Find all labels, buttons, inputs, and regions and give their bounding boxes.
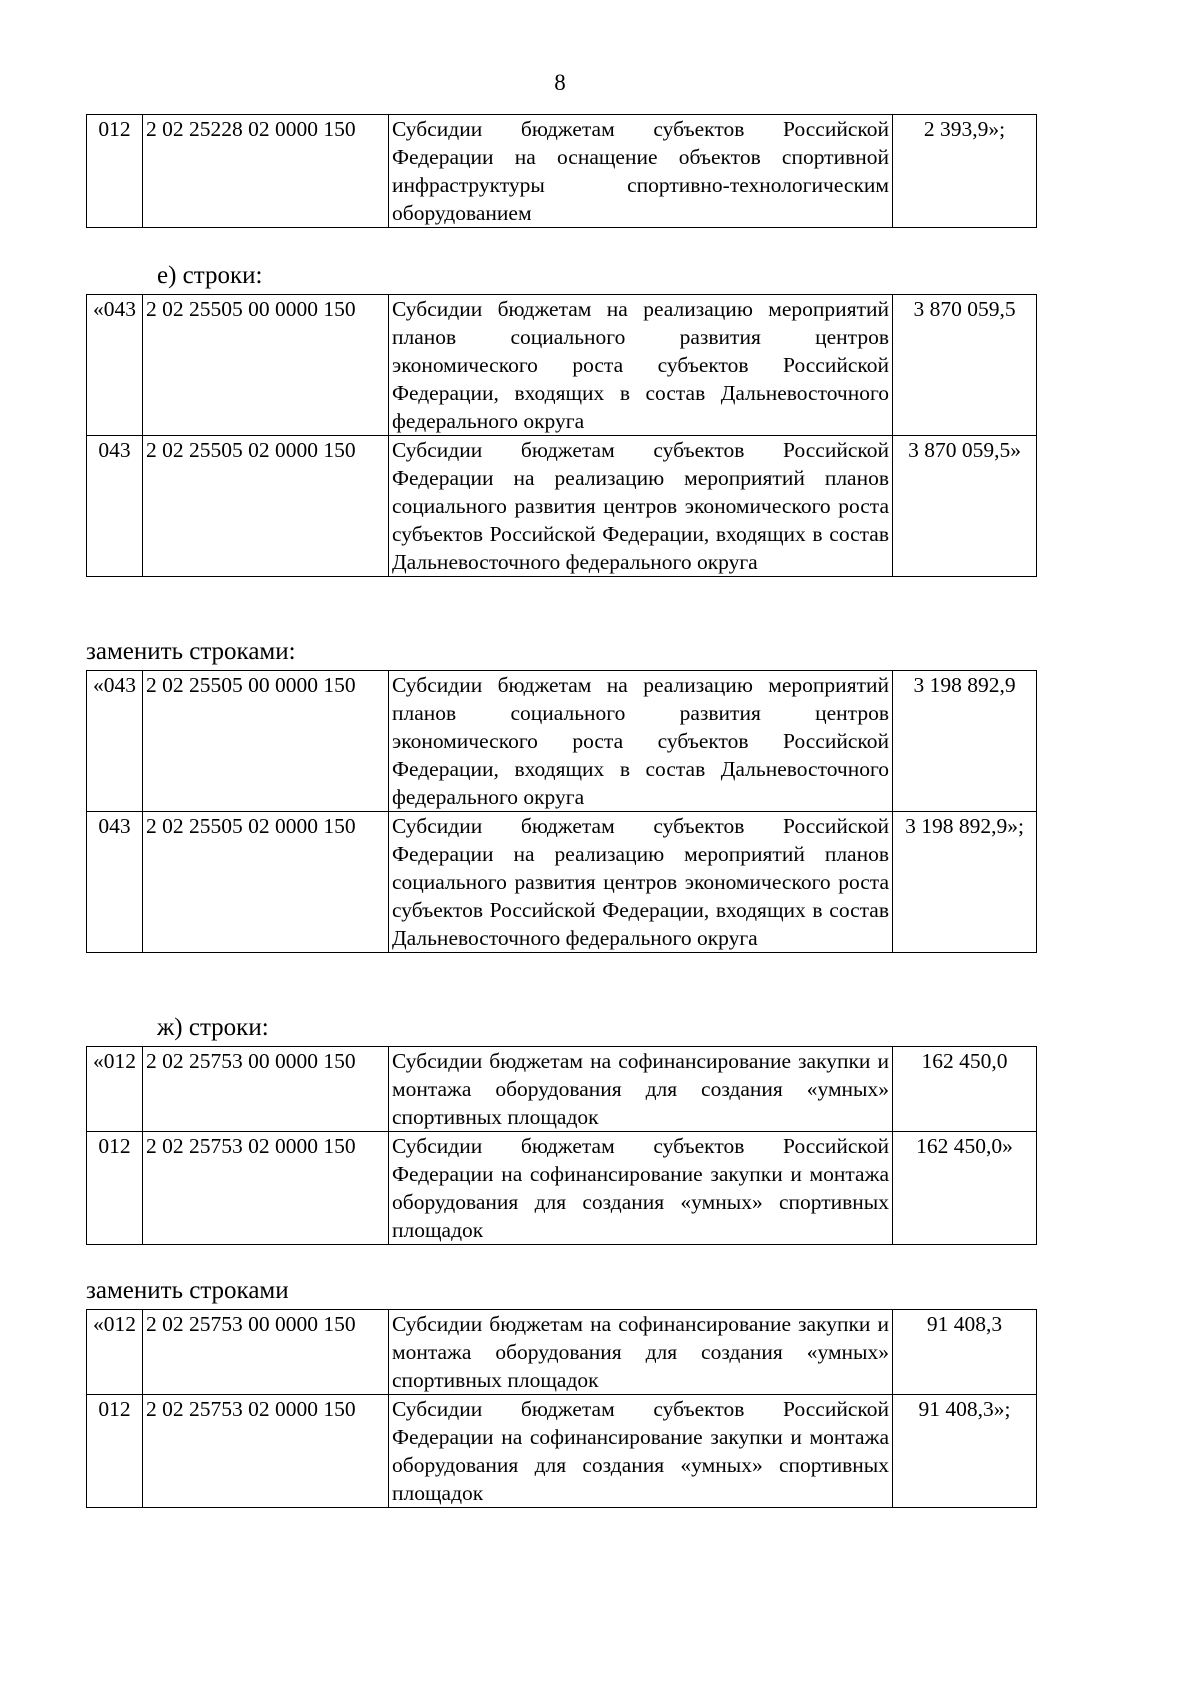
admin-code-cell: «012 xyxy=(87,1047,143,1132)
income-name-cell: Субсидии бюджетам субъектов Российской Федерации на оснащение объектов спортивной инфраструктуры спортивно-технологическим оборудованием xyxy=(389,115,893,228)
budget-code-cell: 2 02 25753 02 0000 150 xyxy=(143,1395,389,1508)
amount-cell: 3 870 059,5 xyxy=(893,295,1037,436)
table-row xyxy=(87,436,1037,577)
table-row xyxy=(87,1310,1037,1395)
budget-table-replace-e xyxy=(86,670,1037,953)
budget-table-e xyxy=(86,294,1037,577)
admin-code-cell: 012 xyxy=(87,1132,143,1245)
income-name-cell: Субсидии бюджетам на реализацию мероприятий планов социального развития центров экономического роста субъектов Российской Федерации, входящих в состав Дальневосточного федерального округа xyxy=(389,295,893,436)
amount-cell: 2 393,9»; xyxy=(893,115,1037,228)
admin-code-cell: «043 xyxy=(87,295,143,436)
income-name-cell: Субсидии бюджетам субъектов Российской Федерации на реализацию мероприятий планов социального развития центров экономического роста субъектов Российской Федерации, входящих в состав Дальневосточного федерального округа xyxy=(389,812,893,953)
section-label-replace-e: заменить строками: xyxy=(86,638,296,665)
amount-cell: 91 408,3»; xyxy=(893,1395,1037,1508)
admin-code-cell: 043 xyxy=(87,436,143,577)
budget-code-cell: 2 02 25505 00 0000 150 xyxy=(143,671,389,812)
section-label-e: е) строки: xyxy=(157,262,263,289)
income-name-cell: Субсидии бюджетам субъектов Российской Федерации на реализацию мероприятий планов социального развития центров экономического роста субъектов Российской Федерации, входящих в состав Дальневосточного федерального округа xyxy=(389,436,893,577)
budget-code-cell: 2 02 25753 00 0000 150 xyxy=(143,1047,389,1132)
table-row xyxy=(87,1132,1037,1245)
budget-code-cell: 2 02 25753 02 0000 150 xyxy=(143,1132,389,1245)
table-row xyxy=(87,1395,1037,1508)
income-name-cell: Субсидии бюджетам субъектов Российской Федерации на софинансирование закупки и монтажа оборудования для создания «умных» спортивных площадок xyxy=(389,1395,893,1508)
amount-cell: 3 198 892,9 xyxy=(893,671,1037,812)
table-row xyxy=(87,671,1037,812)
budget-code-cell: 2 02 25228 02 0000 150 xyxy=(143,115,389,228)
table-row xyxy=(87,1047,1037,1132)
admin-code-cell: «012 xyxy=(87,1310,143,1395)
income-name-cell: Субсидии бюджетам на реализацию мероприятий планов социального развития центров экономического роста субъектов Российской Федерации, входящих в состав Дальневосточного федерального округа xyxy=(389,671,893,812)
amount-cell: 91 408,3 xyxy=(893,1310,1037,1395)
page-number: 8 xyxy=(554,70,566,95)
section-label-replace-zh: заменить строками xyxy=(86,1277,289,1304)
budget-code-cell: 2 02 25505 02 0000 150 xyxy=(143,436,389,577)
amount-cell: 3 198 892,9»; xyxy=(893,812,1037,953)
income-name-cell: Субсидии бюджетам субъектов Российской Федерации на софинансирование закупки и монтажа оборудования для создания «умных» спортивных площадок xyxy=(389,1132,893,1245)
table-row xyxy=(87,115,1037,228)
budget-table-replace-zh xyxy=(86,1309,1037,1508)
admin-code-cell: 012 xyxy=(87,115,143,228)
budget-table-zh xyxy=(86,1046,1037,1245)
amount-cell: 162 450,0» xyxy=(893,1132,1037,1245)
admin-code-cell: «043 xyxy=(87,671,143,812)
income-name-cell: Субсидии бюджетам на софинансирование закупки и монтажа оборудования для создания «умных» спортивных площадок xyxy=(389,1310,893,1395)
admin-code-cell: 043 xyxy=(87,812,143,953)
section-label-zh: ж) строки: xyxy=(157,1014,269,1041)
admin-code-cell: 012 xyxy=(87,1395,143,1508)
amount-cell: 3 870 059,5» xyxy=(893,436,1037,577)
budget-code-cell: 2 02 25505 00 0000 150 xyxy=(143,295,389,436)
budget-code-cell: 2 02 25753 00 0000 150 xyxy=(143,1310,389,1395)
budget-code-cell: 2 02 25505 02 0000 150 xyxy=(143,812,389,953)
amount-cell: 162 450,0 xyxy=(893,1047,1037,1132)
budget-table-continuation xyxy=(86,114,1037,228)
table-row xyxy=(87,295,1037,436)
table-row xyxy=(87,812,1037,953)
income-name-cell: Субсидии бюджетам на софинансирование закупки и монтажа оборудования для создания «умных» спортивных площадок xyxy=(389,1047,893,1132)
